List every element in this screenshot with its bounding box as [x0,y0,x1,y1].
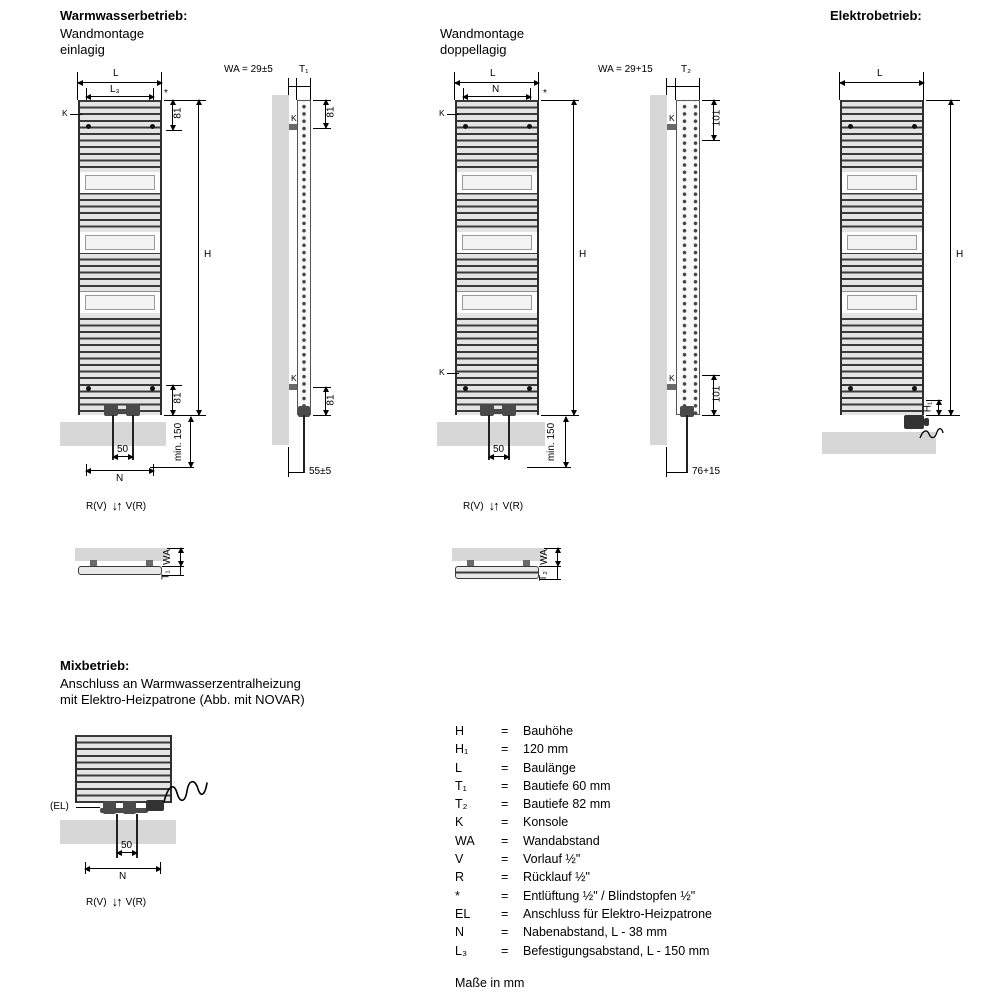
legend-symbol: L [455,760,462,775]
power-cable-icon [918,424,944,442]
legend-definition: Nabenabstand, L - 38 mm [523,925,668,940]
dim-label-K-top: K [439,108,445,118]
dim-label-WA-side: WA = 29±5 [224,64,273,75]
legend-symbol: WA [455,833,475,848]
legend-definition: Vorlauf ½" [523,852,581,867]
label-return: R(V) [86,500,107,512]
panel-gap [457,172,537,193]
legend-row [455,942,800,960]
dim-line-N [86,470,154,471]
legend-row [455,795,800,813]
dim-label-H1: H₁ [922,401,934,413]
radiator-top-profile [455,566,539,579]
label-supply: V(R) [502,500,524,512]
dim-label-H: H [956,249,964,260]
legend-equals: = [501,760,509,775]
dim-label-WA-side: WA = 29+15 [598,64,653,75]
mounting-point [150,386,155,391]
legend-equals: = [501,815,509,830]
mix-description-2: mit Elektro-Heizpatrone (Abb. mit NOVAR) [60,692,305,707]
panel-gap [842,172,922,193]
dim-line-50 [489,456,509,457]
legend-symbol: N [455,925,465,940]
legend-definition: Bautiefe 82 mm [523,797,611,812]
dim-line-WA [557,548,558,566]
legend-definition: Bauhöhe [523,724,574,738]
mounting-point [463,124,468,129]
legend-definition: 120 mm [523,742,569,757]
legend-equals: = [501,906,509,921]
vent-plug-asterisk: * [164,88,168,99]
section-title-warmwasser: Warmwasserbetrieb: [60,8,188,23]
legend-equals: = [501,925,509,940]
leader-line [447,373,459,374]
dim-label-K: K [62,108,68,118]
mounting-point [527,386,532,391]
valve [123,801,136,814]
dim-line-depth [289,472,304,473]
dim-label-81-bottom: 81 [172,392,184,404]
dim-line-min150 [190,417,191,467]
flow-arrows-icon: ↓↑ [111,894,121,909]
dim-label-WA: WA [538,549,550,565]
floor-section [437,422,545,446]
subtitle-wandmontage-1: Wandmontage [60,26,145,41]
dim-label-T1-side: T₁ [299,64,309,75]
panel-gap [80,292,160,313]
legend-row [455,832,800,850]
leader-line [447,114,459,115]
wall-section [650,95,667,445]
radiator-body [455,100,539,415]
legend-row [455,722,800,740]
mounting-point [912,124,917,129]
dim-line-WA [180,548,181,566]
radiator-body [840,100,924,415]
dim-label-N: N [116,473,124,484]
dim-label-T1: T₁ [160,570,172,580]
legend-equals: = [501,724,509,738]
pipe [303,415,305,473]
radiator-body [78,100,162,415]
radiator-top-profile [78,566,162,575]
legend-row [455,887,800,905]
extension-line [77,72,78,100]
legend-symbol: R [455,870,465,885]
mounting-point [527,124,532,129]
legend-equals: = [501,943,509,958]
dim-label-K-top: K [291,113,297,123]
legend-equals: = [501,888,509,903]
dim-line-T2-side [676,86,699,87]
legend-definition: Wandabstand [523,833,600,848]
label-supply: V(R) [125,896,147,908]
label-return: R(V) [86,896,107,908]
extension-line [923,72,924,100]
dim-line-N [85,868,161,869]
leader-line [70,114,82,115]
legend-equals: = [501,870,509,885]
extension-line [699,78,700,100]
valve [104,404,118,416]
label-supply: V(R) [125,500,147,512]
legend-symbol: H₁ [455,742,469,757]
dim-line-min150 [565,417,566,467]
legend-symbol: L₃ [455,943,468,958]
dim-line-N-top [463,96,531,97]
dim-label-81-top: 81 [325,106,337,118]
radiator-side-profile [676,100,700,415]
dim-label-N-top: N [492,84,500,95]
dim-label-50: 50 [493,444,505,455]
dim-label-L: L [113,68,119,79]
legend-definition: Baulänge [523,760,576,775]
dim-label-L: L [877,68,883,79]
mounting-point [86,124,91,129]
section-title-elektro: Elektrobetrieb: [830,8,922,23]
legend-symbol: H [455,724,465,738]
dim-line-L3 [86,96,154,97]
radiator-side-profile [297,100,311,415]
legend [455,722,800,960]
vent-plug-asterisk: * [543,88,547,99]
subtitle-wandmontage-2: Wandmontage [440,26,525,41]
dim-label-min150: min. 150 [546,422,558,462]
dim-label-81-bottom: 81 [325,394,337,406]
dim-line-T2 [557,566,558,579]
valve [480,404,494,416]
mounting-point [848,386,853,391]
dim-label-WA: WA [161,549,173,565]
panel-gap [80,172,160,193]
dim-label-K-bottom: K [291,373,297,383]
legend-equals: = [501,852,509,867]
legend-equals: = [501,797,509,812]
extension-line [839,72,840,100]
dim-label-81-top: 81 [172,107,184,119]
legend-symbol: T₂ [455,797,468,812]
legend-equals: = [501,778,509,793]
legend-row [455,759,800,777]
dim-line-T1 [180,566,181,575]
legend-symbol: V [455,852,464,867]
extension-line [161,72,162,100]
dim-label-H: H [204,249,212,260]
dim-line-depth [667,472,687,473]
extension-line [310,78,311,100]
flow-arrows-icon: ↓↑ [488,498,498,513]
valve [103,801,116,814]
flow-direction [86,500,146,512]
section-title-mix: Mixbetrieb: [60,658,130,673]
dim-label-depth: 76+15 [692,466,721,477]
legend-definition: Anschluss für Elektro-Heizpatrone [523,906,712,921]
mix-description-1: Anschluss an Warmwasserzentralheizung [60,676,301,691]
dim-label-101-top: 101 [711,109,723,127]
mounting-point [86,386,91,391]
mounting-point [150,124,155,129]
mounting-point [463,386,468,391]
dim-label-K-bottom: K [439,367,445,377]
extension-line [454,72,455,100]
legend-symbol: T₁ [455,778,467,793]
legend-row [455,740,800,758]
leader-line [76,807,100,808]
dim-label-EL: (EL) [50,801,69,812]
panel-gap [842,232,922,253]
dim-label-L: L [490,68,496,79]
units-note: Maße in mm [455,976,525,990]
dim-line-L [78,82,162,83]
dim-line-T1-side [297,86,310,87]
dim-label-H: H [579,249,587,260]
dim-label-min150: min. 150 [173,422,185,462]
legend-definition: Befestigungsabstand, L - 150 mm [523,943,710,958]
dim-label-101-bottom: 101 [711,385,723,403]
wall-section [272,95,289,445]
legend-definition: Rücklauf ½" [523,870,590,885]
panel-gap [80,232,160,253]
power-cable-icon [160,768,210,808]
mounting-point [848,124,853,129]
legend-row [455,813,800,831]
flow-arrows-icon: ↓↑ [111,498,121,513]
panel-gap [457,232,537,253]
extension-line [296,78,297,100]
panel-gap [842,292,922,313]
legend-equals: = [501,833,509,848]
dim-line-50 [117,852,137,853]
dim-label-T2: T₂ [538,571,549,581]
dim-label-50: 50 [121,840,133,851]
dim-line-L [840,82,924,83]
dim-line-H [573,100,574,415]
extension-line [538,72,539,100]
dim-line-H [198,100,199,415]
extension-line [675,78,676,100]
legend-symbol: * [455,888,460,903]
pipe [686,415,688,473]
bracket [667,384,676,390]
dim-line-H [950,100,951,415]
legend-definition: Bautiefe 60 mm [523,778,611,793]
dim-label-K-bottom: K [669,373,675,383]
dim-label-depth: 55±5 [309,466,332,477]
dim-label-L3: L₃ [110,84,120,95]
dim-line-WA-side [667,86,675,87]
legend-row [455,923,800,941]
legend-definition: Entlüftung ½" / Blindstopfen ½" [523,888,696,903]
wall-section [452,548,544,561]
legend-row [455,868,800,886]
dim-line-L [455,82,539,83]
dim-label-50: 50 [117,444,129,455]
label-return: R(V) [463,500,484,512]
dim-label-N: N [119,871,127,882]
radiator-body-partial [75,735,172,803]
legend-symbol: EL [455,906,471,921]
mounting-point [912,386,917,391]
bracket [667,124,676,130]
dim-line-H1 [938,400,939,415]
dim-line-50 [113,456,133,457]
legend-row [455,777,800,795]
legend-symbol: K [455,815,464,830]
subtitle-einlagig: einlagig [60,42,105,57]
legend-row [455,905,800,923]
panel-gap [457,292,537,313]
flow-direction [86,896,146,908]
dim-label-T2-side: T₂ [681,64,691,75]
legend-row [455,850,800,868]
dim-label-K-top: K [669,113,675,123]
subtitle-doppellagig: doppellagig [440,42,507,57]
extension-line [926,100,960,101]
dim-line-WA-side [289,86,296,87]
flow-direction [463,500,523,512]
legend-definition: Konsole [523,815,569,830]
extension-line [926,415,960,416]
wall-section [75,548,167,561]
floor-section [60,820,176,844]
legend-equals: = [501,742,509,757]
